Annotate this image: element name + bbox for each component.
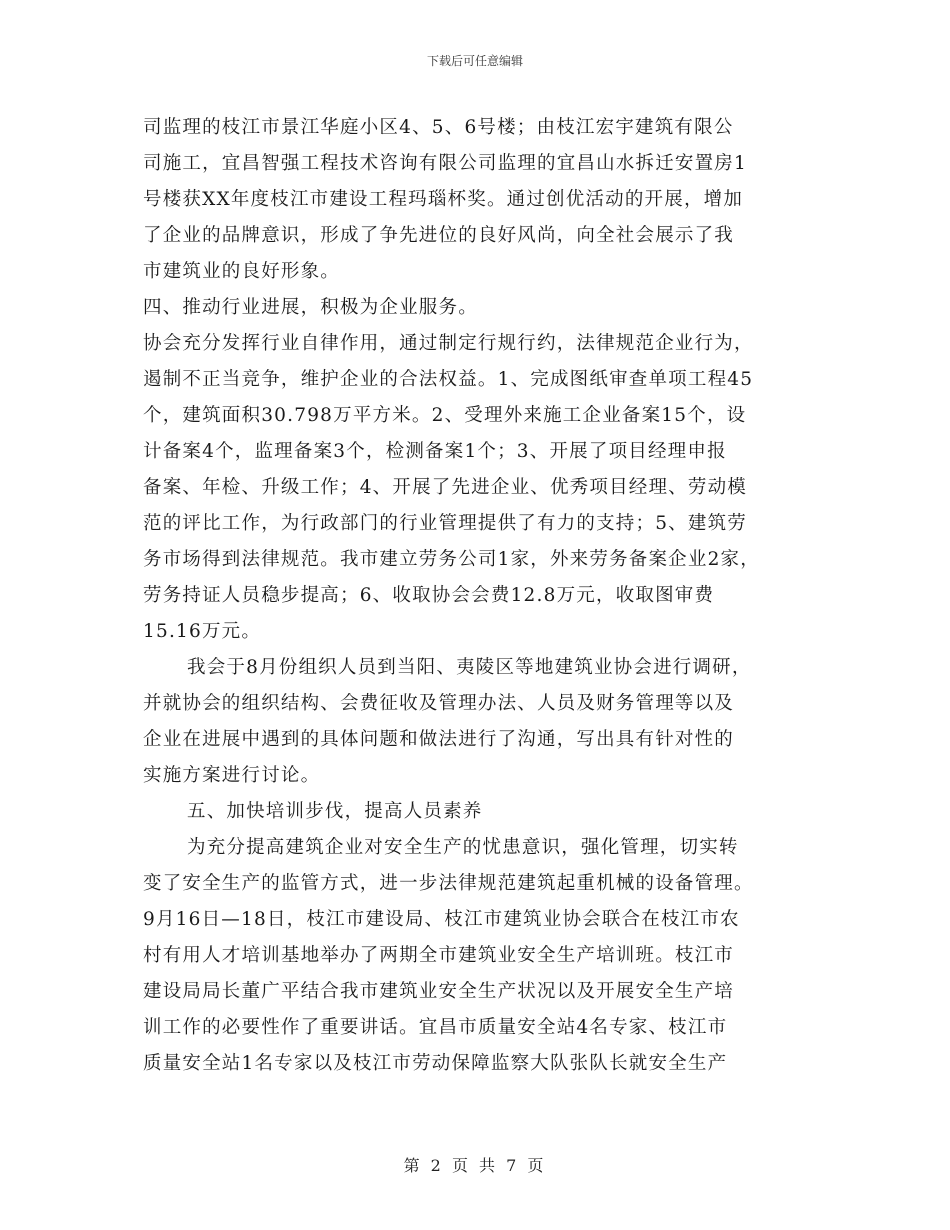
text-line: 15.16万元。 — [143, 621, 262, 642]
text-line: 范的评比工作，为行政部门的行业管理提供了有力的支持；5、建筑劳 — [143, 513, 747, 534]
text-line: 为充分提高建筑企业对安全生产的忧患意识，强化管理，切实转 — [187, 837, 739, 858]
text-line: 了企业的品牌意识，形成了争先进位的良好风尚，向全社会展示了我 — [143, 225, 735, 246]
text-line: 司施工，宜昌智强工程技术咨询有限公司监理的宜昌山水拆迁安置房1 — [143, 153, 747, 174]
text-line: 个，建筑面积30.798万平方米。2、受理外来施工企业备案15个，设 — [143, 405, 747, 426]
text-line: 司监理的枝江市景江华庭小区4、5、6号楼；由枝江宏宇建筑有限公 — [143, 117, 734, 138]
text-line: 实施方案进行讨论。 — [143, 765, 321, 786]
text-line: 号楼获XX年度枝江市建设工程玛瑙杯奖。通过创优活动的开展，增加 — [143, 189, 744, 210]
text-line: 备案、年检、升级工作；4、开展了先进企业、优秀项目经理、劳动模 — [143, 477, 747, 498]
text-line: 训工作的必要性作了重要讲话。宜昌市质量安全站4名专家、枝江市 — [143, 1017, 728, 1038]
document-body — [143, 110, 815, 1082]
text-line: 劳务持证人员稳步提高；6、收取协会会费12.8万元，收取图审费 — [143, 585, 715, 606]
text-line: 遏制不正当竞争，维护企业的合法权益。1、完成图纸审查单项工程45 — [143, 369, 754, 390]
text-line: 五、加快培训步伐，提高人员素养 — [187, 801, 483, 822]
page-header: 下载后可任意编辑 — [426, 54, 523, 68]
text-line: 我会于8月份组织人员到当阳、夷陵区等地建筑业协会进行调研， — [187, 657, 752, 678]
text-line: 9月16日—18日，枝江市建设局、枝江市建筑业协会联合在枝江市农 — [143, 909, 740, 930]
text-line: 市建筑业的良好形象。 — [143, 261, 341, 282]
text-line: 建设局局长董广平结合我市建筑业安全生产状况以及开展安全生产培 — [143, 981, 735, 1002]
text-line: 企业在进展中遇到的具体问题和做法进行了沟通，写出具有针对性的 — [143, 729, 735, 750]
page-number-footer: 第 2 页 共 7 页 — [403, 1156, 547, 1175]
text-line: 计备案4个，监理备案3个，检测备案1个；3、开展了项目经理申报 — [143, 441, 727, 462]
text-line: 变了安全生产的监管方式，进一步法律规范建筑起重机械的设备管理。 — [143, 873, 754, 894]
text-line: 协会充分发挥行业自律作用，通过制定行规行约，法律规范企业行为， — [143, 333, 754, 354]
text-line: 村有用人才培训基地举办了两期全市建筑业安全生产培训班。枝江市 — [143, 945, 735, 966]
text-line: 四、推动行业进展，积极为企业服务。 — [143, 297, 478, 318]
text-line: 并就协会的组织结构、会费征收及管理办法、人员及财务管理等以及 — [143, 693, 735, 714]
text-line: 务市场得到法律规范。我市建立劳务公司1家，外来劳务备案企业2家， — [143, 549, 760, 570]
text-line: 质量安全站1名专家以及枝江市劳动保障监察大队张队长就安全生产 — [143, 1053, 728, 1074]
